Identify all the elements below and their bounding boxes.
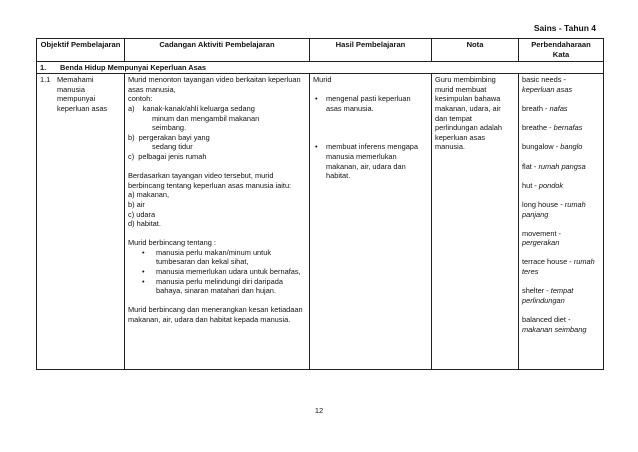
example-line: sedang tidur xyxy=(152,142,193,152)
cadangan-contoh: contoh: xyxy=(128,94,153,104)
cadangan-cell xyxy=(125,74,310,370)
vocab-malay: pondok xyxy=(538,180,564,190)
header-perbendaharaan: Perbendaharaan Kata xyxy=(519,39,604,62)
example-item-a xyxy=(128,104,306,114)
discussion-list xyxy=(128,248,306,296)
header-cadangan: Cadangan Aktiviti Pembelajaran xyxy=(125,39,310,62)
example-line: pelbagai jenis rumah xyxy=(138,151,207,161)
vocab-entry xyxy=(522,75,600,94)
hasil-item: • membuat inferens mengapa manusia memerlukan makanan, air, udara dan habitat. xyxy=(313,142,428,180)
example-line: seimbang. xyxy=(152,123,187,133)
vocab-english: hut - xyxy=(522,180,537,190)
objective-number: 1.1 xyxy=(40,75,51,85)
cadangan-paragraph: Berdasarkan tayangan video tersebut, murid berbincang tentang keperluan asas manusia iaitu: xyxy=(128,171,292,190)
discussion-bullet: • manusia perlu makan/minum untuk tumbesaran dan kekal sihat, xyxy=(142,248,306,267)
section-row xyxy=(37,61,604,74)
example-item-c xyxy=(128,152,306,162)
vocab-english: movement - xyxy=(522,228,562,238)
vocab-malay: pergerakan xyxy=(522,238,560,248)
vocab-malay: banglo xyxy=(560,142,583,152)
header-hasil: Hasil Pembelajaran xyxy=(310,39,432,62)
section-number: 1. xyxy=(40,62,47,72)
vocab-entry xyxy=(522,315,600,334)
example-line: kanak-kanak/ahli keluarga sedang xyxy=(142,103,255,113)
page-header-title: Sains - Tahun 4 xyxy=(533,23,596,33)
vocab-entry xyxy=(522,181,600,191)
table-header-row xyxy=(37,39,604,62)
vocab-entry xyxy=(522,104,600,114)
example-item-b xyxy=(128,133,306,143)
example-line: minum dan mengambil makanan xyxy=(152,113,260,123)
example-marker: c) xyxy=(128,151,135,161)
hasil-cell xyxy=(310,74,432,370)
vocab-malay: tempat perlindungan xyxy=(522,286,574,305)
vocab-malay: rumah panjang xyxy=(522,199,586,219)
vocab-entry xyxy=(522,162,600,172)
need-item: b) air xyxy=(128,199,145,209)
example-marker: a) xyxy=(128,103,135,113)
header-nota: Nota xyxy=(432,39,519,62)
cadangan-closing: Murid berbincang dan menerangkan kesan ketiadaan makanan, air, udara dan habitat kepada manusia. xyxy=(128,305,303,325)
objective-text: Memahami manusia mempunyai keperluan asas xyxy=(57,75,108,113)
example-line: pergerakan bayi yang xyxy=(138,132,210,142)
nota-cell xyxy=(432,74,519,370)
vocab-english: long house - xyxy=(522,199,563,209)
vocab-english: breath - xyxy=(522,103,548,113)
vocab-entry xyxy=(522,200,600,219)
vocab-malay: rumah pangsa xyxy=(538,161,586,171)
vocab-english: balanced diet - xyxy=(522,315,571,325)
page-number: 12 xyxy=(314,406,324,415)
discussion-bullet: • manusia perlu melindungi diri daripada bahaya, sinaran matahari dan hujan. xyxy=(142,277,306,296)
vocab-cell xyxy=(519,74,604,370)
content-row xyxy=(37,74,604,370)
vocab-malay: nafas xyxy=(549,103,568,113)
syllabus-table xyxy=(36,38,604,370)
header-objektif: Objektif Pembelajaran xyxy=(37,39,125,62)
hasil-item: • mengenal pasti keperluan asas manusia. xyxy=(313,94,428,113)
vocab-entry xyxy=(522,123,600,133)
objective-cell xyxy=(37,74,125,370)
need-item: c) udara xyxy=(128,209,156,219)
vocab-malay: keperluan asas xyxy=(522,84,573,94)
example-marker: b) xyxy=(128,132,135,142)
vocab-entry xyxy=(522,142,600,152)
vocab-entry xyxy=(522,286,600,305)
section-title: Benda Hidup Mempunyai Keperluan Asas xyxy=(60,62,206,72)
vocab-english: terrace house - xyxy=(522,257,572,267)
vocab-entry xyxy=(522,229,600,248)
vocab-malay: rumah teres xyxy=(522,257,595,277)
vocab-malay: makanan seimbang xyxy=(522,324,587,334)
vocab-english: breathe - xyxy=(522,123,552,133)
discussion-lead: Murid berbincang tentang : xyxy=(128,238,216,248)
section-title-cell xyxy=(37,61,604,74)
nota-text: Guru membimbing murid membuat kesimpulan bahawa makanan, udara, air dan tempat perlindungan adalah keperluan asas manusia. xyxy=(435,75,502,152)
vocab-english: bungalow - xyxy=(522,142,559,152)
hasil-lead: Murid xyxy=(313,75,332,85)
vocab-english: flat - xyxy=(522,161,537,171)
vocab-malay: bernafas xyxy=(553,123,583,133)
vocab-english: shelter - xyxy=(522,286,549,296)
need-item: a) makanan, xyxy=(128,190,170,200)
cadangan-intro: Murid menonton tayangan video berkaitan keperluan asas manusia, xyxy=(128,75,301,94)
need-item: d) habitat. xyxy=(128,219,161,229)
vocab-entry xyxy=(522,257,600,276)
discussion-bullet: • manusia memerlukan udara untuk bernafas, xyxy=(142,267,306,277)
vocab-english: basic needs - xyxy=(522,75,566,85)
